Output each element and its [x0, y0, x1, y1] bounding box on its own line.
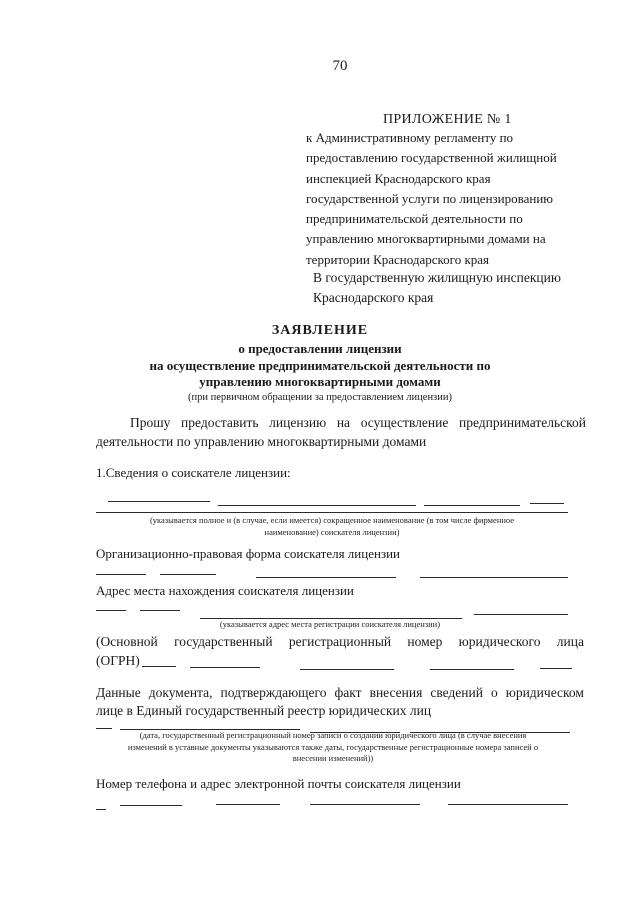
- request-line: деятельности по управлению многоквартирными домами: [96, 434, 427, 449]
- request-word: предоставить: [181, 415, 259, 430]
- address-field-note: (указывается адрес места регистрации соискателя лицензии): [219, 619, 441, 629]
- ogrn-word: юридического: [458, 634, 541, 649]
- docdata-word: внесения: [369, 685, 423, 700]
- ogrn-word: государственный: [174, 634, 273, 649]
- appendix-line: инспекцией Краснодарского края: [306, 170, 491, 186]
- docdata-word: о: [490, 685, 498, 700]
- docdata-word: факт: [334, 685, 362, 700]
- registry-document-block: [96, 684, 584, 719]
- contacts-field-line[interactable]: [120, 805, 182, 806]
- name-field-line[interactable]: [96, 512, 568, 513]
- note-line: изменений в уставные документы указываются также даты, государственные регистрационные номера записей о: [127, 741, 539, 752]
- contacts-field-line[interactable]: [448, 804, 568, 805]
- page-number: 70: [332, 58, 348, 74]
- ogrn-block: [96, 632, 584, 670]
- contacts-field-line[interactable]: [310, 804, 420, 805]
- addressee-line: В государственную жилищную инспекцию: [313, 270, 561, 285]
- ogrn-field-line[interactable]: [540, 668, 572, 669]
- docdata-word: сведений: [430, 685, 483, 700]
- docdata-line: лице в Единый государственный реестр юридических лиц: [96, 702, 432, 718]
- docdata-word: подтверждающего: [220, 685, 327, 700]
- org-form-field-line[interactable]: [160, 574, 216, 575]
- address-field-line[interactable]: [140, 610, 180, 611]
- ogrn-word: регистрационный: [288, 634, 392, 649]
- contacts-field-line[interactable]: [96, 809, 106, 810]
- name-field-line[interactable]: [218, 505, 416, 506]
- request-word: на: [336, 415, 351, 430]
- org-form-field-line[interactable]: [96, 574, 146, 575]
- note-line: (указывается полное и (в случае, если имеется) сокращенное наименование (в том числе фирменное: [149, 515, 515, 525]
- registry-field-line[interactable]: [96, 728, 112, 729]
- docdata-word: юридическом: [505, 685, 584, 700]
- ogrn-word: (Основной: [96, 634, 158, 649]
- title-subtitle: о предоставлении лицензии: [238, 341, 402, 356]
- document-title: [90, 320, 550, 405]
- title-subtitle: на осуществление предпринимательской деятельности по: [149, 357, 491, 373]
- appendix-line: к Административному регламенту по: [306, 130, 514, 145]
- address-field-line[interactable]: [96, 610, 126, 611]
- appendix-line: государственной услуги по лицензированию: [306, 190, 553, 206]
- docdata-word: документа,: [148, 685, 213, 700]
- address-label: Адрес места нахождения соискателя лицензии: [96, 583, 354, 598]
- ogrn-field-line[interactable]: [190, 667, 260, 668]
- ogrn-label: (ОГРН): [96, 653, 140, 668]
- title-subtitle: управлению многоквартирными домами: [199, 374, 441, 389]
- ogrn-field-line[interactable]: [430, 669, 514, 670]
- request-word: Прошу: [130, 415, 171, 430]
- request-paragraph: [96, 413, 586, 451]
- registry-field-note: [96, 730, 570, 765]
- appendix-text: [306, 128, 557, 270]
- appendix-title: ПРИЛОЖЕНИЕ № 1: [383, 112, 512, 127]
- name-field-line[interactable]: [108, 501, 210, 502]
- note-line: (дата, государственный регистрационный номер записи о создании юридического лица (в случае внесения: [139, 730, 527, 740]
- addressee-line: Краснодарского края: [313, 290, 434, 305]
- ogrn-field-line[interactable]: [142, 666, 176, 667]
- name-field-note: [96, 515, 568, 538]
- ogrn-word: лица: [556, 634, 584, 649]
- ogrn-field-line[interactable]: [300, 669, 394, 670]
- org-form-field-line[interactable]: [420, 577, 568, 578]
- appendix-line: территории Краснодарского края: [306, 251, 490, 267]
- addressee: [313, 268, 561, 308]
- name-field-line[interactable]: [530, 503, 564, 504]
- ogrn-word: номер: [407, 634, 443, 649]
- title-note: (при первичном обращении за предоставлением лицензии): [188, 391, 452, 403]
- org-form-label: Организационно-правовая форма соискателя лицензии: [96, 546, 400, 561]
- docdata-word: Данные: [96, 685, 141, 700]
- contacts-label: Номер телефона и адрес электронной почты соискателя лицензии: [96, 776, 461, 791]
- request-word: предпринимательской: [458, 415, 586, 430]
- request-word: осуществление: [360, 415, 449, 430]
- note-line: внесении изменений)): [292, 753, 374, 763]
- title-main: ЗАЯВЛЕНИЕ: [271, 323, 369, 338]
- note-line: наименование) соискателя лицензии): [264, 526, 400, 537]
- appendix-line: управлению многоквартирными домами на: [306, 231, 546, 247]
- org-form-field-line[interactable]: [256, 577, 396, 578]
- contacts-field-line[interactable]: [216, 804, 280, 805]
- appendix-line: предоставлению государственной жилищной: [306, 150, 557, 166]
- section1-label: 1.Сведения о соискателе лицензии:: [96, 465, 291, 480]
- request-word: лицензию: [269, 415, 327, 430]
- appendix-line: предпринимательской деятельности по: [306, 211, 523, 227]
- address-field-line[interactable]: [474, 614, 568, 615]
- name-field-line[interactable]: [424, 505, 520, 506]
